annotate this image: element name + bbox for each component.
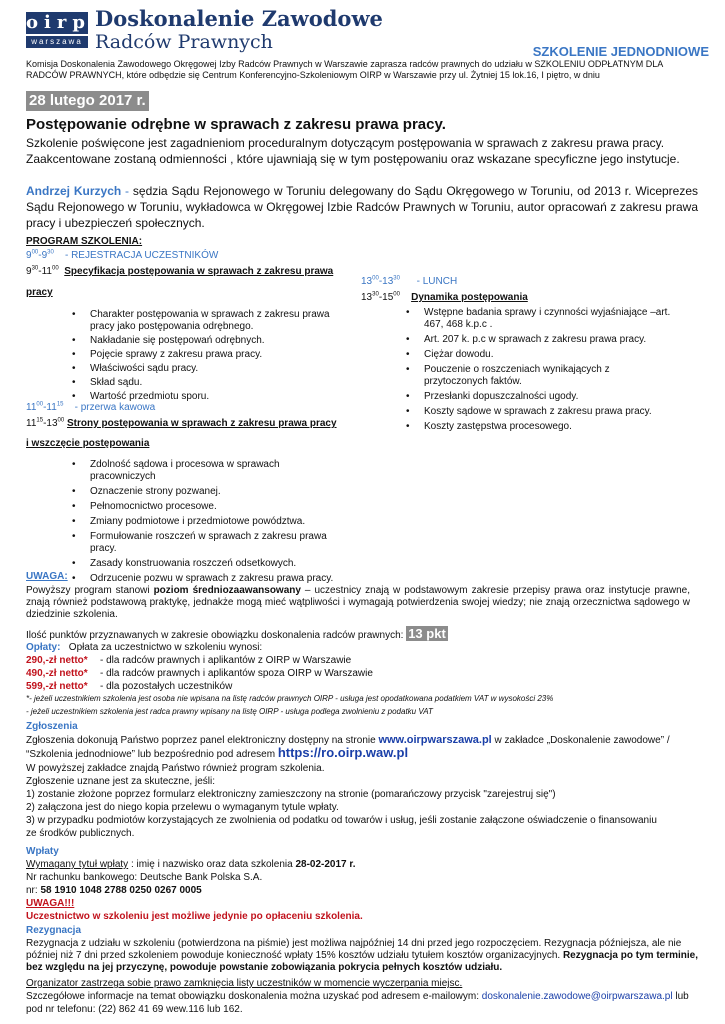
- registration-heading: Zgłoszenia: [26, 721, 78, 732]
- session2-header: $11^{15}-13^{00}$ Strony postępowania w sprawach z zakresu prawa pracy: [26, 417, 337, 429]
- resignation-text: Rezygnacja z udziału w szkoleniu (potwierdzona na piśmie) jest możliwa najpóźniej 14 dni przed jego rozpoczęciem. Rezygnacja późniejsza, ale nie później niż 7 dni przed szkoleniem powoduje konieczność wpłaty 15% kosztów udziału tytułem kosztów organizacyjnych. Rezygnacja po tym terminie, bez względu na jej przyczynę, powoduje powstanie zobowiązania pokrycia pełnych kosztów udziału.: [26, 938, 698, 973]
- list-item: • Pełnomocnictwo procesowe.: [62, 501, 336, 513]
- list-item: • Koszty zastępstwa procesowego.: [396, 421, 674, 433]
- list-item: • Wartość przedmiotu sporu.: [62, 391, 336, 403]
- lecturer-name: Andrzej Kurzych: [26, 184, 122, 198]
- registration-line: Zgłoszenie uznane jest za skuteczne, jeśli:: [26, 776, 215, 787]
- event-date: 28 lutego 2017 r.: [26, 91, 149, 111]
- registration-line: “Szkolenia jednodniowe” lub bezpośrednio pod adresem https://ro.oirp.waw.pl: [26, 745, 409, 760]
- session3-list: [396, 307, 674, 433]
- payments-heading: Wpłaty: [26, 846, 59, 857]
- points-value: 13 pkt: [408, 626, 446, 641]
- fee-row: 599,-zł netto* - dla pozostałych uczestników: [26, 681, 233, 692]
- header-title-line2: Radców Prawnych: [95, 31, 273, 53]
- lecturer-dash: -: [121, 184, 133, 198]
- session2-title: Strony postępowania w sprawach z zakresu prawa pracy: [67, 418, 337, 429]
- coffee-break-slot: $11^{00}-11^{15}$ - przerwa kawowa: [26, 401, 156, 413]
- list-item: • Pouczenie o roszczeniach wynikających z przytoczonych faktów.: [396, 364, 674, 388]
- list-item: • Zdolność sądowa i procesowa w sprawach pracowniczych: [62, 459, 336, 483]
- list-item: • Przesłanki dopuszczalności ugody.: [396, 391, 674, 403]
- list-item: • Art. 207 k. p.c w sprawach z zakresu prawa pracy.: [396, 334, 674, 346]
- session2-title-cont: i wszczęcie postępowania: [26, 438, 150, 449]
- session1-title-cont: pracy: [26, 287, 53, 298]
- uwaga-heading: UWAGA:: [26, 571, 68, 582]
- oirp-website-link[interactable]: www.oirpwarszawa.pl: [378, 734, 492, 746]
- registration-line: W powyższej zakładce znajdą Państwo również program szkolenia.: [26, 763, 325, 774]
- list-item: • Skład sądu.: [62, 377, 336, 389]
- session3-title: Dynamika postępowania: [411, 292, 528, 303]
- session2-list: [62, 459, 336, 585]
- organizer-note: Organizator zastrzega sobie prawo zamknięcia listy uczestników w momencie wyczerpania miejsc.: [26, 978, 463, 989]
- bank-account: nr: 58 1910 1048 2788 0250 0267 0005: [26, 885, 202, 896]
- bank-name: Nr rachunku bankowego: Deutsche Bank Polska S.A.: [26, 872, 263, 883]
- contact-phone: pod nr telefonu: (22) 862 41 69 wew.116 lub 162.: [26, 1004, 243, 1015]
- payment-warning: Uczestnictwo w szkoleniu jest możliwe jedynie po opłaceniu szkolenia.: [26, 911, 363, 922]
- registration-slot: $9^{00}-9^{30}$ - REJESTRACJA UCZESTNIKÓW: [26, 249, 219, 261]
- registration-line: Zgłoszenia dokonują Państwo poprzez panel elektroniczny dostępny na stronie www.oirpwarszawa.pl w zakładce „Doskonalenie zawodowe” /: [26, 734, 670, 746]
- fee-row: 490,-zł netto* - dla radców prawnych i aplikantów spoza OIRP w Warszawie: [26, 668, 373, 679]
- contact-email-link[interactable]: doskonalenie.zawodowe@oirpwarszawa.pl: [481, 991, 673, 1002]
- list-item: • Zmiany podmiotowe i przedmiotowe powództwa.: [62, 516, 336, 528]
- course-title: Postępowanie odrębne w sprawach z zakresu prawa pracy.: [26, 116, 446, 133]
- registration-condition: 1) zostanie złożone poprzez formularz elektroniczny zamieszczony na stronie (pomarańczowy przycisk "zarejestruj się"): [26, 789, 556, 800]
- list-item: • Ciężar dowodu.: [396, 349, 674, 361]
- logo-top: oirp: [26, 12, 91, 33]
- payment-title: Wymagany tytuł wpłaty : imię i nazwisko oraz data szkolenia 28-02-2017 r.: [26, 859, 356, 870]
- list-item: • Nakładanie się postępowań odrębnych.: [62, 335, 336, 347]
- fee-row: 290,-zł netto* - dla radców prawnych i aplikantów z OIRP w Warszawie: [26, 655, 352, 666]
- header-title-line1: Doskonalenie Zawodowe: [95, 6, 383, 31]
- list-item: • Właściwości sądu pracy.: [62, 363, 336, 375]
- course-description: Szkolenie poświęcone jest zagadnieniom proceduralnym dotyczącym postępowania w sprawach z zakresu prawa pracy. Zaakcentowane zostaną odmienności , które ujawniają się w tym postępowaniu oraz wskazane specyficzne jego instytucje.: [26, 136, 680, 166]
- list-item: • Zasady konstruowania roszczeń odsetkowych.: [62, 558, 336, 570]
- registration-condition: 2) załączona jest do niego kopia przelewu o wymaganym tytule wpłaty.: [26, 802, 339, 813]
- event-type-badge: SZKOLENIE JEDNODNIOWE: [532, 44, 709, 59]
- payment-warning-heading: UWAGA!!!: [26, 898, 75, 909]
- session1-list: [62, 309, 336, 403]
- resignation-heading: Rezygnacja: [26, 925, 82, 936]
- program-heading: PROGRAM SZKOLENIA:: [26, 236, 143, 247]
- list-item: • Oznaczenie strony pozwanej.: [62, 486, 336, 498]
- list-item: • Koszty sądowe w sprawach z zakresu prawa pracy.: [396, 406, 674, 418]
- fee-note: - jeżeli uczestnikiem szkolenia jest radca prawny wpisany na listę OIRP - usługa podlega zwolnieniu z podatku VAT: [26, 707, 433, 716]
- list-item: • Wstępne badania sprawy i czynności wyjaśniające –art. 467, 468 k.p.c .: [396, 307, 674, 331]
- points-line: Ilość punktów przyznawanych w zakresie obowiązku doskonalenia radców prawnych: 13 pkt: [26, 626, 446, 641]
- intro-text: Komisja Doskonalenia Zawodowego Okręgowej Izby Radców Prawnych w Warszawie zaprasza radców prawnych do udziału w SZKOLENIU ODPŁATNYM DLA RADCÓW PRAWNYCH, które odbędzie się Centrum Konferencyjno-Szkoleniowym OIRP w Warszawie przy ul. Żytniej 15 lok.16, I piętro, w dniu: [26, 59, 663, 80]
- session1-title: Specyfikacja postępowania w sprawach z zakresu prawa: [64, 266, 334, 277]
- list-item: • Pojęcie sprawy z zakresu prawa pracy.: [62, 349, 336, 361]
- contact-info: Szczegółowe informacje na temat obowiązku doskonalenia można uzyskać pod adresem e-mailowym: doskonalenie.zawodowe@oirpwarszawa.pl lub: [26, 991, 689, 1002]
- list-item: • Charakter postępowania w sprawach z zakresu prawa pracy jako postępowania odrębnego.: [62, 309, 336, 333]
- logo: [26, 12, 91, 48]
- lunch-slot: $13^{00}-13^{30}$ - LUNCH: [361, 275, 458, 287]
- uwaga-text: Powyższy program stanowi poziom średniozaawansowany – uczestnicy znają w podstawowym zakresie przepisy prawa oraz instytucje prawne, znają również podstawową praktykę, jednakże mogą mieć wątpliwości i wymagają potwierdzenia swojej wiedzy; nie znają orzecznictwa sądowego w dziedzinie szkolenia.: [26, 585, 690, 620]
- registration-portal-link[interactable]: https://ro.oirp.waw.pl: [277, 745, 409, 760]
- list-item: • Odrzucenie pozwu w sprawach z zakresu prawa pracy.: [62, 573, 336, 585]
- header-title: [95, 7, 383, 53]
- list-item: • Formułowanie roszczeń w sprawach z zakresu prawa pracy.: [62, 531, 336, 555]
- logo-bottom: warszawa: [26, 36, 88, 48]
- registration-condition: ze środków publicznych.: [26, 828, 135, 839]
- lecturer-bio: sędzia Sądu Rejonowego w Toruniu delegowany do Sądu Okręgowego w Toruniu, od 2013 r. Wiceprezes Sądu Rejonowego w Toruniu, wykładowca w Okręgowej Izbie Radców Prawnych w Toruniu, autor opracowań z zakresu prawa pracy i ubezpieczeń społecznych.: [26, 184, 699, 230]
- session3-header: $13^{30}-15^{00}$ Dynamika postępowania: [361, 291, 528, 303]
- fees-intro: Opłaty: Opłata za uczestnictwo w szkoleniu wynosi:: [26, 642, 263, 653]
- session1-header: $9^{30}-11^{00}$ Specyfikacja postępowania w sprawach z zakresu prawa: [26, 265, 334, 277]
- lecturer-info: [26, 183, 698, 231]
- registration-condition: 3) w przypadku podmiotów korzystających ze zwolnienia od podatku od towarów i usług, jeśli zostanie załączone oświadczenie o finansowaniu: [26, 815, 657, 826]
- fee-note: *- jeżeli uczestnikiem szkolenia jest osoba nie wpisana na listę radców prawnych OIRP - usługa jest opodatkowana podatkiem VAT w wysokości 23%: [26, 694, 554, 703]
